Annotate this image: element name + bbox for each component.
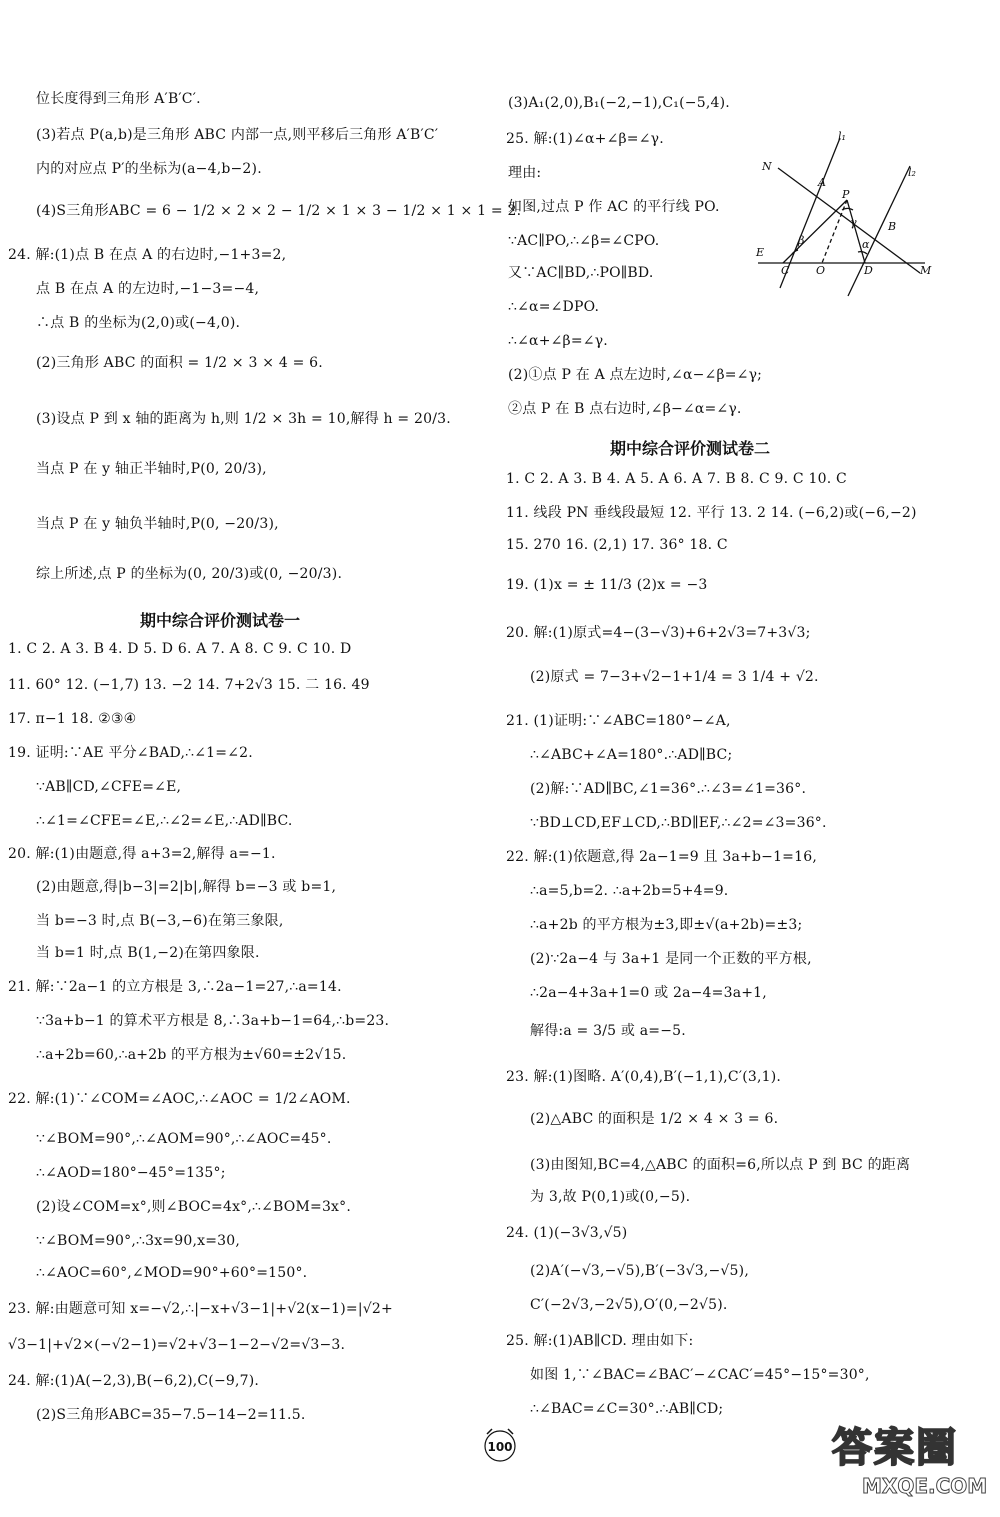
text-line: (2)由题意,得|b−3|=2|b|,解得 b=−3 或 b=1,	[36, 879, 337, 895]
page-number-badge	[478, 1422, 522, 1466]
text-line: (3)设点 P 到 x 轴的距离为 h,则 1/2 × 3h = 10,解得 h = 20/3.	[36, 411, 451, 427]
text-line: 当 b=1 时,点 B(1,−2)在第四象限.	[36, 945, 260, 961]
text-line: (2)①点 P 在 A 点左边时,∠α−∠β=∠γ;	[508, 367, 763, 383]
label-M: M	[920, 264, 932, 277]
text-line: ∴∠α=∠DPO.	[508, 299, 600, 315]
text-line: 22. 解:(1)∵∠COM=∠AOC,∴∠AOC = 1/2∠AOM.	[8, 1091, 351, 1107]
text-line: (2)∵2a−4 与 3a+1 是同一个正数的平方根,	[530, 951, 812, 967]
label-alpha: α	[862, 238, 870, 251]
text-line: ∵AB∥CD,∠CFE=∠E,	[36, 779, 182, 795]
text-line: 位长度得到三角形 A′B′C′.	[36, 91, 201, 107]
section-heading: 期中综合评价测试卷二	[610, 439, 771, 458]
text-line: 25. 解:(1)∠α+∠β=∠γ.	[506, 131, 664, 147]
label-B: B	[888, 220, 897, 233]
text-line: ∴∠AOC=60°,∠MOD=90°+60°=150°.	[36, 1265, 308, 1281]
text-line: 24. 解:(1)A(−2,3),B(−6,2),C(−9,7).	[8, 1373, 260, 1389]
text-line: 11. 60° 12. (−1,7) 13. −2 14. 7+2√3 15. 二 16. 49	[8, 677, 370, 693]
text-line: √3−1|+√2×(−√2−1)=√2+√3−1−2−√2=√3−3.	[8, 1337, 346, 1353]
text-line: 综上所述,点 P 的坐标为(0, 20/3)或(0, −20/3).	[36, 566, 343, 582]
text-line: ∴a=5,b=2. ∴a+2b=5+4=9.	[530, 883, 729, 899]
text-line: 24. 解:(1)点 B 在点 A 的右边时,−1+3=2,	[8, 247, 287, 263]
label-D: D	[864, 264, 873, 277]
text-line: (3)由图知,BC=4,△ABC 的面积=6,所以点 P 到 BC 的距离	[530, 1157, 911, 1173]
text-line: 17. π−1 18. ②③④	[8, 711, 137, 727]
label-P: P	[842, 188, 850, 201]
text-line: ∵AC∥PO,∴∠β=∠CPO.	[508, 233, 660, 249]
text-line: (2)解:∵AD∥BC,∠1=36°.∴∠3=∠1=36°.	[530, 781, 807, 797]
text-line: 25. 解:(1)AB∥CD. 理由如下:	[506, 1333, 694, 1349]
label-N: N	[762, 160, 772, 173]
text-line: (2)△ABC 的面积是 1/2 × 4 × 3 = 6.	[530, 1111, 779, 1127]
watermark-logo: 答案圈	[832, 1425, 958, 1471]
text-line: (2)A′(−√3,−√5),B′(−3√3,−√5),	[530, 1263, 749, 1279]
text-line: 当点 P 在 y 轴正半轴时,P(0, 20/3),	[36, 461, 267, 477]
label-beta: β	[798, 234, 805, 247]
text-line: ∴a+2b 的平方根为±3,即±√(a+2b)=±3;	[530, 917, 803, 933]
text-line: ∴∠α+∠β=∠γ.	[508, 333, 608, 349]
text-line: (2)原式 = 7−3+√2−1+1/4 = 3 1/4 + √2.	[530, 669, 819, 685]
watermark	[832, 1416, 992, 1506]
text-line: ∴∠BAC=∠C=30°.∴AB∥CD;	[530, 1401, 724, 1417]
text-line: C′(−2√3,−2√5),O′(0,−2√5).	[530, 1297, 728, 1313]
text-line: 当 b=−3 时,点 B(−3,−6)在第三象限,	[36, 913, 284, 929]
text-line: 11. 线段 PN 垂线段最短 12. 平行 13. 2 14. (−6,2)或(−6,−2)	[506, 505, 917, 521]
text-line: ∵∠BOM=90°,∴3x=90,x=30,	[36, 1233, 240, 1249]
section-heading: 期中综合评价测试卷一	[140, 611, 301, 630]
text-line: ∴∠1=∠CFE=∠E,∴∠2=∠E,∴AD∥BC.	[36, 813, 293, 829]
text-line: ∵3a+b−1 的算术平方根是 8,∴3a+b−1=64,∴b=23.	[36, 1013, 390, 1029]
text-line: 点 B 在点 A 的左边时,−1−3=−4,	[36, 281, 260, 297]
label-gamma: γ	[850, 216, 857, 229]
text-line: 如图 1,∵∠BAC=∠BAC′−∠CAC′=45°−15°=30°,	[530, 1367, 870, 1383]
label-C: C	[781, 264, 790, 277]
text-line: 15. 270 16. (2,1) 17. 36° 18. C	[506, 537, 728, 553]
text-line: (3)若点 P(a,b)是三角形 ABC 内部一点,则平移后三角形 A′B′C′	[36, 127, 439, 143]
label-O: O	[816, 264, 826, 277]
text-line: 23. 解:(1)图略. A′(0,4),B′(−1,1),C′(3,1).	[506, 1069, 782, 1085]
text-line: ②点 P 在 B 点右边时,∠β−∠α=∠γ.	[508, 401, 742, 417]
text-line: 24. (1)(−3√3,√5)	[506, 1225, 628, 1241]
page-number: 100	[487, 1440, 513, 1454]
text-line: ∴点 B 的坐标为(2,0)或(−4,0).	[36, 315, 241, 331]
text-line: 20. 解:(1)由题意,得 a+3=2,解得 a=−1.	[8, 846, 276, 862]
text-line: 为 3,故 P(0,1)或(0,−5).	[530, 1189, 691, 1205]
text-line: ∴a+2b=60,∴a+2b 的平方根为±√60=±2√15.	[36, 1047, 347, 1063]
text-line: 23. 解:由题意可知 x=−√2,∴|−x+√3−1|+√2(x−1)=|√2+	[8, 1301, 393, 1317]
text-line: 19. (1)x = ± 11/3 (2)x = −3	[506, 577, 708, 593]
watermark-url: MXQE.COM	[862, 1474, 988, 1498]
text-line: ∵∠BOM=90°,∴∠AOM=90°,∴∠AOC=45°.	[36, 1131, 332, 1147]
text-line: 21. (1)证明:∵∠ABC=180°−∠A,	[506, 713, 731, 729]
text-line: ∴2a−4+3a+1=0 或 2a−4=3a+1,	[530, 985, 767, 1001]
label-E: E	[756, 246, 765, 259]
text-line: 如图,过点 P 作 AC 的平行线 PO.	[508, 199, 720, 215]
text-line: 1. C 2. A 3. B 4. A 5. A 6. A 7. B 8. C 9. C 10. C	[506, 471, 847, 487]
text-line: ∴∠AOD=180°−45°=135°;	[36, 1165, 226, 1181]
label-A: A	[818, 176, 826, 189]
text-line: 1. C 2. A 3. B 4. D 5. D 6. A 7. A 8. C 9. C 10. D	[8, 641, 352, 657]
text-line: 又∵AC∥BD,∴PO∥BD.	[508, 265, 654, 281]
text-line: (3)A₁(2,0),B₁(−2,−1),C₁(−5,4).	[508, 95, 730, 111]
text-line: 21. 解:∵2a−1 的立方根是 3,∴2a−1=27,∴a=14.	[8, 979, 342, 995]
text-line: 19. 证明:∵AE 平分∠BAD,∴∠1=∠2.	[8, 745, 253, 761]
text-line: (4)S三角形ABC = 6 − 1/2 × 2 × 2 − 1/2 × 1 × 3 − 1/2 × 1 × 1 = 2.	[36, 203, 522, 219]
text-line: ∴∠ABC+∠A=180°.∴AD∥BC;	[530, 747, 733, 763]
text-line: 理由:	[508, 165, 542, 181]
text-line: 当点 P 在 y 轴负半轴时,P(0, −20/3),	[36, 516, 279, 532]
text-line: 22. 解:(1)依题意,得 2a−1=9 且 3a+b−1=16,	[506, 849, 817, 865]
text-line: (2)S三角形ABC=35−7.5−14−2=11.5.	[36, 1407, 306, 1423]
text-line: 内的对应点 P′的坐标为(a−4,b−2).	[36, 161, 262, 177]
text-line: (2)三角形 ABC 的面积 = 1/2 × 3 × 4 = 6.	[36, 355, 323, 371]
text-line: 解得:a = 3/5 或 a=−5.	[530, 1023, 686, 1039]
geometry-figure	[750, 128, 940, 298]
label-l2: l₂	[908, 166, 916, 179]
text-line: 20. 解:(1)原式=4−(3−√3)+6+2√3=7+3√3;	[506, 625, 811, 641]
text-line: ∵BD⊥CD,EF⊥CD,∴BD∥EF,∴∠2=∠3=36°.	[530, 815, 827, 831]
label-l1: l₁	[838, 130, 846, 143]
text-line: (2)设∠COM=x°,则∠BOC=4x°,∴∠BOM=3x°.	[36, 1199, 351, 1215]
